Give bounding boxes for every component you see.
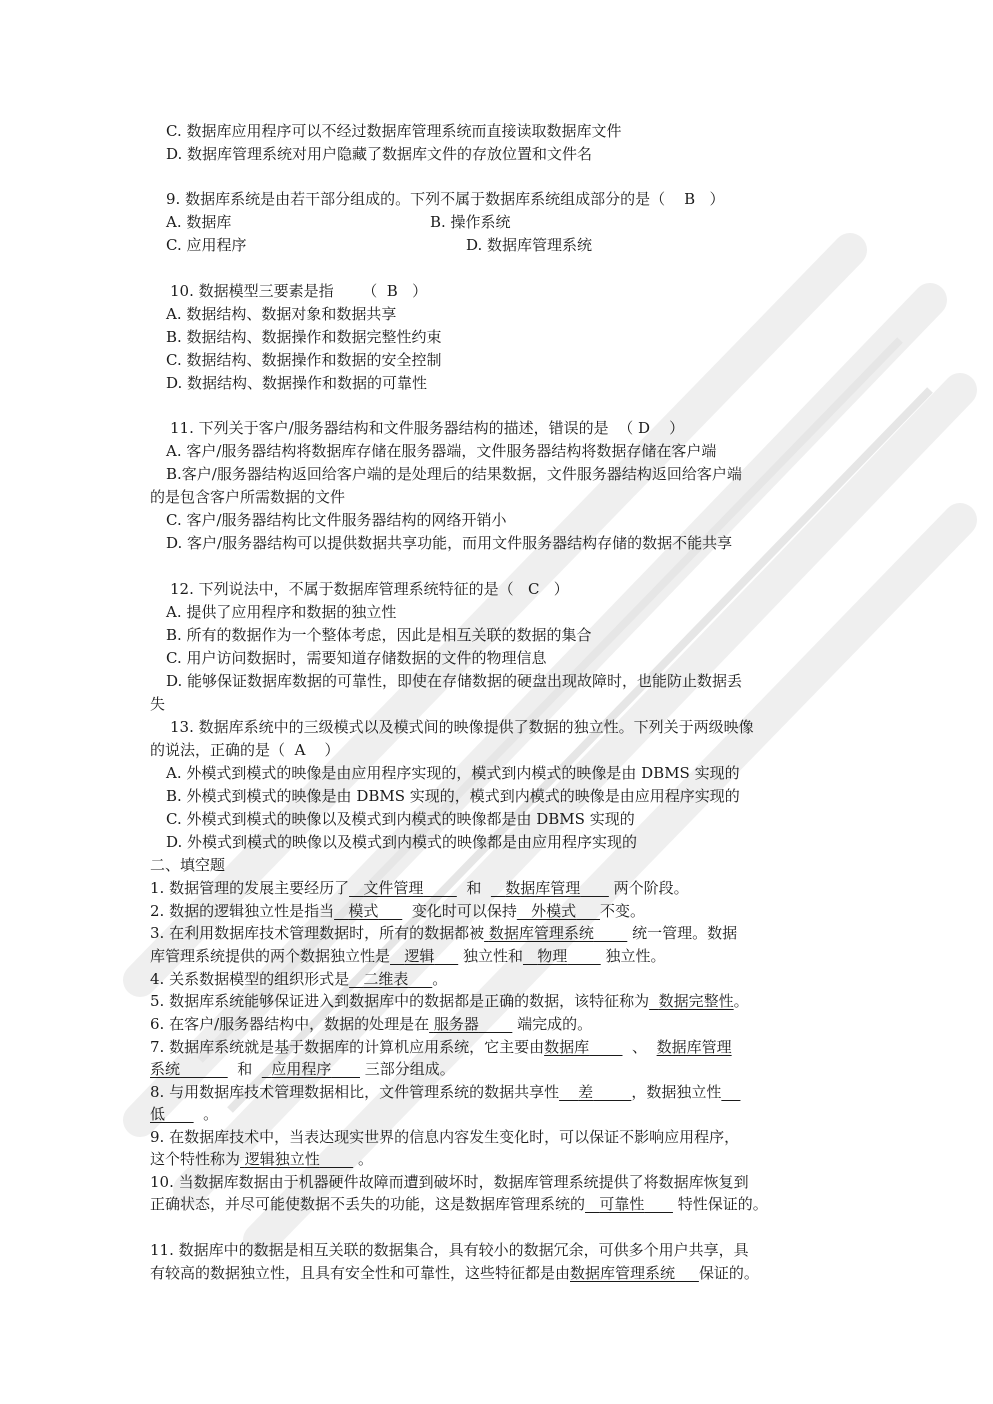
fill-10-line2: 正确状态，并尽可能使数据不丢失的功能，这是数据库管理系统的 可靠性 特性保证的。 [150, 1195, 768, 1213]
q13-stem-line1: 13. 数据库系统中的三级模式以及模式间的映像提供了数据的独立性。下列关于两级映像 [170, 718, 754, 736]
fill-9-answer-1: 逻辑独立性 [244, 1150, 320, 1168]
fill-5-answer-1: 数据完整性 [658, 992, 734, 1010]
fill-2-answer-1: 模式 [348, 902, 379, 920]
q9-option-d: D. 数据库管理系统 [466, 236, 593, 254]
q12-option-d-line1: D. 能够保证数据库数据的可靠性，即使在存储数据的硬盘出现故障时，也能防止数据丢 [166, 672, 743, 690]
fill-7-line2: 系统 和 应用程序 三部分组成。 [150, 1060, 455, 1078]
q13-stem-line2: 的说法，正确的是（ A ） [150, 741, 340, 759]
q13-option-c: C. 外模式到模式的映像以及模式到内模式的映像都是由 DBMS 实现的 [166, 810, 635, 828]
q11-option-d: D. 客户/服务器结构可以提供数据共享功能，而用文件服务器结构存储的数据不能共享 [166, 534, 733, 552]
fill-8-line2: 低 。 [150, 1105, 219, 1123]
q13-answer: A [294, 741, 306, 759]
q13-option-b: B. 外模式到模式的映像是由 DBMS 实现的，模式到内模式的映像是由应用程序实现的 [166, 787, 740, 805]
fill-2-answer-2: 外模式 [531, 902, 577, 920]
q13-option-d: D. 外模式到模式的映像以及模式到内模式的映像都是由应用程序实现的 [166, 833, 638, 851]
fill-9-line1: 9. 在数据库技术中，当表达现实世界的信息内容发生变化时，可以保证不影响应用程序， [150, 1128, 740, 1146]
fill-3-answer-2: 逻辑 [404, 947, 435, 965]
fill-3-answer-1: 数据库管理系统 [488, 924, 594, 942]
q12-option-b: B. 所有的数据作为一个整体考虑，因此是相互关联的数据的集合 [166, 626, 592, 644]
fill-3-answer-3: 物理 [537, 947, 568, 965]
fill-8-line1: 8. 与用数据库技术管理数据相比，文件管理系统的数据共享性 差 ，数据独立性 [150, 1083, 722, 1101]
fill-11-line2: 有较高的数据独立性，且具有安全性和可靠性，这些特征都是由数据库管理系统 保证的。 [150, 1264, 759, 1282]
fill-8-answer-2: 低 [150, 1105, 166, 1123]
fill-5: 5. 数据库系统能够保证进入到数据库中的数据都是正确的数据，该特征称为 数据完整性。 [150, 992, 749, 1010]
q11-answer: D [638, 419, 651, 437]
fill-7-answer-2a: 数据库管理 [656, 1038, 732, 1056]
q12-option-c: C. 用户访问数据时，需要知道存储数据的文件的物理信息 [166, 649, 547, 667]
q10-option-b: B. 数据结构、数据操作和数据完整性约束 [166, 328, 442, 346]
fill-6-answer-1: 服务器 [433, 1015, 479, 1033]
q12-answer: C [527, 580, 540, 598]
fill-6: 6. 在客户/服务器结构中，数据的处理是在 服务器 端完成的。 [150, 1015, 593, 1033]
q8-option-d: D. 数据库管理系统对用户隐藏了数据库文件的存放位置和文件名 [166, 145, 593, 163]
q12-stem: 12. 下列说法中，不属于数据库管理系统特征的是（ C ） [170, 580, 569, 598]
fill-1: 1. 数据管理的发展主要经历了 文件管理 和 数据库管理 两个阶段。 [150, 879, 689, 897]
q10-option-a: A. 数据结构、数据对象和数据共享 [166, 305, 397, 323]
fill-8-answer-1: 差 [578, 1083, 594, 1101]
fill-10-line1: 10. 当数据库数据由于机器硬件故障而遭到破坏时，数据库管理系统提供了将数据库恢复到 [150, 1173, 749, 1191]
q9-answer: B [684, 190, 696, 208]
q11-option-a: A. 客户/服务器结构将数据库存储在服务器端，文件服务器结构将数据存储在客户端 [166, 442, 717, 460]
fill-11-answer-1: 数据库管理系统 [570, 1264, 676, 1282]
q13-option-a: A. 外模式到模式的映像是由应用程序实现的，模式到内模式的映像是由 DBMS 实现的 [166, 764, 740, 782]
q11-option-b-line2: 的是包含客户所需数据的文件 [150, 488, 346, 506]
q9-option-b: B. 操作系统 [430, 213, 511, 231]
q9-stem: 9. 数据库系统是由若干部分组成的。下列不属于数据库系统组成部分的是（ B ） [166, 190, 725, 208]
fill-7-answer-3: 应用程序 [271, 1060, 332, 1078]
q9-option-a: A. 数据库 [166, 213, 232, 231]
q11-stem: 11. 下列关于客户/服务器结构和文件服务器结构的描述，错误的是 （ D ） [170, 419, 685, 437]
fill-2: 2. 数据的逻辑独立性是指当 模式 变化时可以保持 外模式 不变。 [150, 902, 646, 920]
q11-option-b-line1: B.客户/服务器结构返回给客户端的是处理后的结果数据，文件服务器结构返回给客户端 [166, 465, 742, 483]
q10-option-c: C. 数据结构、数据操作和数据的安全控制 [166, 351, 442, 369]
fill-7-answer-2b: 系统 [150, 1060, 181, 1078]
fill-11-line1: 11. 数据库中的数据是相互关联的数据集合，具有较小的数据冗余，可供多个用户共享，具 [150, 1241, 749, 1259]
fill-7-line1: 7. 数据库系统就是基于数据库的计算机应用系统，它主要由数据库 、 数据库管理 [150, 1038, 732, 1056]
fill-10-answer-1: 可靠性 [599, 1195, 645, 1213]
fill-1-answer-1: 文件管理 [363, 879, 424, 897]
q11-option-c: C. 客户/服务器结构比文件服务器结构的网络开销小 [166, 511, 507, 529]
fill-1-answer-2: 数据库管理 [505, 879, 581, 897]
q10-answer: B [386, 282, 398, 300]
section-heading: 二、填空题 [150, 856, 226, 874]
fill-4: 4. 关系数据模型的组织形式是 二维表 。 [150, 970, 448, 988]
fill-3-line1: 3. 在利用数据库技术管理数据时，所有的数据都被 数据库管理系统 统一管理。数据 [150, 924, 738, 942]
fill-3-line2: 库管理系统提供的两个数据独立性是 逻辑 独立性和 物理 独立性。 [150, 947, 666, 965]
q8-option-c: C. 数据库应用程序可以不经过数据库管理系统而直接读取数据库文件 [166, 122, 622, 140]
fill-7-answer-1: 数据库 [544, 1038, 590, 1056]
q9-option-c: C. 应用程序 [166, 236, 247, 254]
fill-9-line2: 这个特性称为 逻辑独立性 。 [150, 1150, 373, 1168]
q10-stem: 10. 数据模型三要素是指 （ B ） [170, 282, 428, 300]
q12-option-d-line2: 失 [150, 695, 166, 713]
q10-option-d: D. 数据结构、数据操作和数据的可靠性 [166, 374, 428, 392]
q12-option-a: A. 提供了应用程序和数据的独立性 [166, 603, 397, 621]
fill-4-answer-1: 二维表 [363, 970, 409, 988]
